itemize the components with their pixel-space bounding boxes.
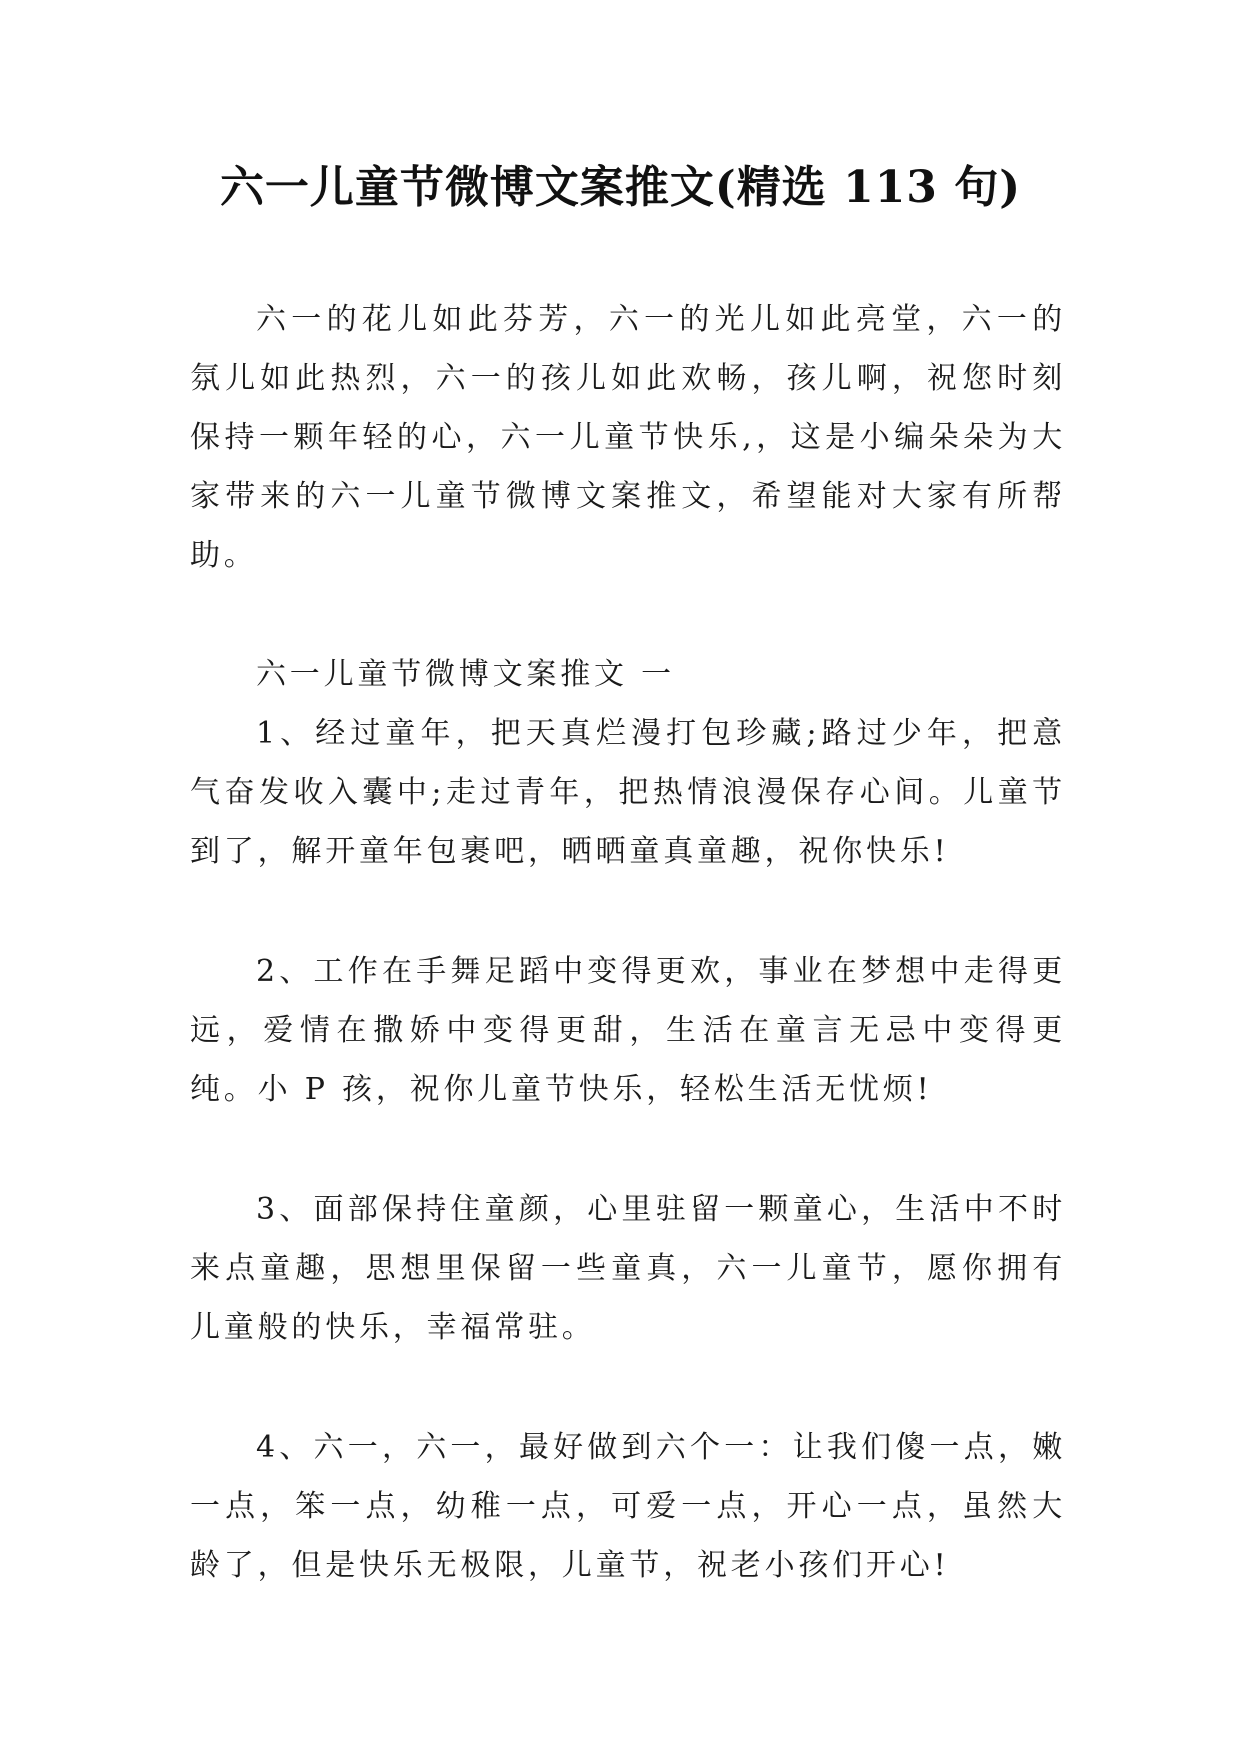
item-paragraph-4: 4、六一，六一，最好做到六个一：让我们傻一点，嫩一点，笨一点，幼稚一点，可爱一点，开心一点，虽然大龄了，但是快乐无极限，儿童节，祝老小孩们开心! bbox=[190, 1430, 1066, 1583]
document-title: 六一儿童节微博文案推文(精选 113 句) bbox=[219, 162, 1022, 213]
section-heading: 六一儿童节微博文案推文 一 bbox=[256, 657, 675, 692]
item-paragraph-2: 2、工作在手舞足蹈中变得更欢，事业在梦想中走得更远，爱情在撒娇中变得更甜，生活在童言无忌中变得更纯。小 P 孩，祝你儿童节快乐，轻松生活无忧烦! bbox=[190, 954, 1066, 1107]
item-paragraph-1: 1、经过童年，把天真烂漫打包珍藏;路过少年，把意气奋发收入囊中;走过青年，把热情浪漫保存心间。儿童节到了，解开童年包裹吧，晒晒童真童趣，祝你快乐! bbox=[190, 716, 1066, 869]
item-paragraph-3: 3、面部保持住童颜，心里驻留一颗童心，生活中不时来点童趣，思想里保留一些童真，六一儿童节，愿你拥有儿童般的快乐，幸福常驻。 bbox=[190, 1192, 1066, 1345]
intro-paragraph: 六一的花儿如此芬芳，六一的光儿如此亮堂，六一的氛儿如此热烈，六一的孩儿如此欢畅，孩儿啊，祝您时刻保持一颗年轻的心，六一儿童节快乐,，这是小编朵朵为大家带来的六一儿童节微博文案推文，希望能对大家有所帮助。 bbox=[190, 302, 1066, 573]
document-body bbox=[190, 290, 1066, 1595]
